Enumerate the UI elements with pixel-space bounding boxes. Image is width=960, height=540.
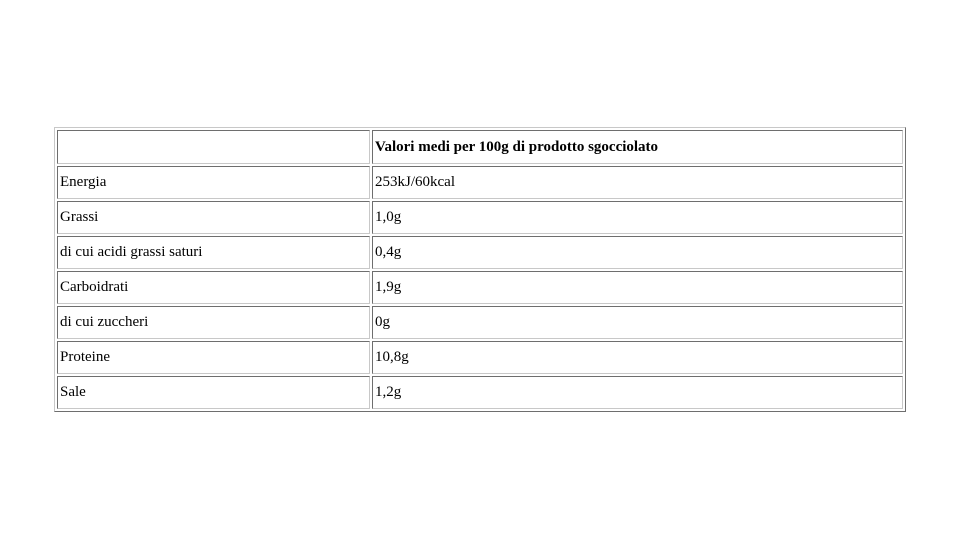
nutrition-table — [54, 127, 906, 412]
nutrient-cell: Grassi — [57, 201, 370, 234]
nutrient-cell: Energia — [57, 166, 370, 199]
table-header-row — [57, 130, 903, 164]
table-row — [57, 306, 903, 339]
table-row — [57, 166, 903, 199]
value-cell: 1,2g — [372, 376, 903, 409]
table-row — [57, 236, 903, 269]
table-row — [57, 376, 903, 409]
header-value-cell: Valori medi per 100g di prodotto sgocciolato — [372, 130, 903, 164]
value-cell: 1,0g — [372, 201, 903, 234]
value-cell: 0,4g — [372, 236, 903, 269]
nutrient-cell: Proteine — [57, 341, 370, 374]
table-row — [57, 341, 903, 374]
nutrient-cell: Sale — [57, 376, 370, 409]
value-cell: 253kJ/60kcal — [372, 166, 903, 199]
table-row — [57, 201, 903, 234]
value-cell: 10,8g — [372, 341, 903, 374]
table-row — [57, 271, 903, 304]
nutrient-cell: di cui acidi grassi saturi — [57, 236, 370, 269]
nutrient-cell: di cui zuccheri — [57, 306, 370, 339]
nutrient-cell: Carboidrati — [57, 271, 370, 304]
value-cell: 1,9g — [372, 271, 903, 304]
value-cell: 0g — [372, 306, 903, 339]
header-nutrient-cell — [57, 130, 370, 164]
